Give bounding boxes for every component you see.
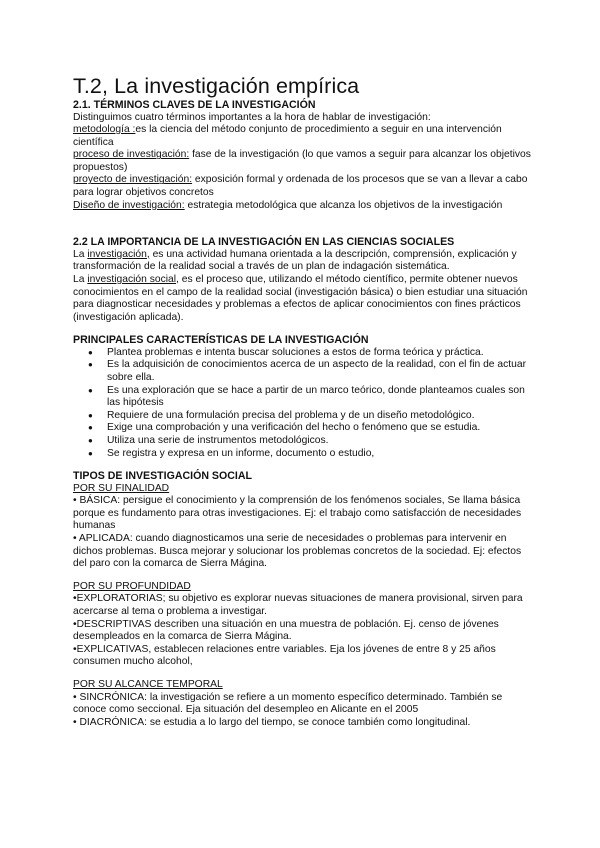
term-label: investigación social (87, 273, 177, 285)
term-definition: fase de la investigación (lo que vamos a seguir para alcanzar los objetivos propuestos) (73, 149, 531, 173)
type-aplicada: • APLICADA: cuando diagnosticamos una serie de necesidades o problemas para intervenir en dichos problemas. Busca mejorar y solucionar los problemas concretos de la sociedad. Ej: efectos del paro con la comarca de Sierra Mágina. (73, 533, 522, 570)
term-diseno (73, 200, 533, 213)
document-page (73, 74, 533, 729)
list-item: ● Se registra y expresa en un informe, documento o estudio, (107, 448, 533, 461)
term-label: proyecto de investigación: (73, 174, 193, 186)
term-proceso (73, 149, 533, 174)
type-sincronica: • SINCRÓNICA: la investigación se refiere a un momento específico determinado. También se conoce como seccional. Eja situación del desempleo en Alicante en el 2005 (73, 691, 503, 716)
paragraph-investigacion-social: La investigación social, es el proceso que, utilizando el método científico, permite obtener nuevos conocimientos en el campo de la realidad social (investigación básica) o bien estudiar una situación para diagnosticar necesidades y problemas a efectos de aplicar conocimientos con fines prácticos (investigación aplicada). (73, 273, 528, 323)
page-title: T.2, La investigación empírica (73, 74, 360, 98)
list-item: ● Utiliza una serie de instrumentos metodológicos. (107, 435, 533, 448)
paragraph-investigacion: La investigación, es una actividad humana orientada a la descripción, comprensión, explicación y transformación de la realidad social a través de un plan de indagación sistemática. (73, 248, 517, 273)
term-proyecto (73, 174, 533, 199)
subheading-finalidad: POR SU FINALIDAD (73, 482, 170, 494)
term-definition: exposición formal y ordenada de los procesos que se van a llevar a cabo para lograr objetivos concretos (73, 174, 528, 199)
list-item: ● Es una exploración que se hace a partir de un marco teórico, donde planteamos cuales son las hipótesis (107, 385, 533, 410)
characteristics-list (73, 347, 533, 460)
list-item: ● Es la adquisición de conocimientos acerca de un aspecto de la realidad, con el fin de actuar sobre ella. (107, 359, 533, 384)
term-label: proceso de investigación: (73, 149, 190, 161)
term-definition: es la ciencia del método conjunto de procedimiento a seguir en una intervención científica (73, 124, 502, 148)
list-item: ● Plantea problemas e intenta buscar soluciones a estos de forma teórica y práctica. (107, 347, 533, 360)
list-item: ● Exige una comprobación y una verificación del hecho o fenómeno que se estudia. (107, 422, 533, 435)
type-descriptivas: •DESCRIPTIVAS describen una situación en una muestra de población. Ej. censo de jóvenes desempleados en la comarca de Sierra Mágina. (73, 618, 499, 643)
section-heading-importancia: 2.2 LA IMPORTANCIA DE LA INVESTIGACIÓN EN LAS CIENCIAS SOCIALES (73, 236, 455, 249)
subheading-profundidad: POR SU PROFUNDIDAD (73, 580, 191, 592)
type-exploratorias: •EXPLORATORIAS; su objetivo es explorar nuevas situaciones de manera provisional, sirven para acercarse al tema o problema a investigar. (73, 593, 523, 617)
term-metodologia (73, 124, 533, 149)
subheading-alcance-temporal: POR SU ALCANCE TEMPORAL (73, 678, 223, 690)
section-heading-caracteristicas: PRINCIPALES CARACTERÍSTICAS DE LA INVESTIGACIÓN (73, 334, 369, 347)
term-label: metodología : (73, 124, 136, 136)
section-intro: Distinguimos cuatro términos importantes a la hora de hablar de investigación: (73, 111, 431, 123)
type-explicativas: •EXPLICATIVAS, establecen relaciones entre variables. Eja los jóvenes de entre 8 y 25 años consumen mucho alcohol, (73, 643, 496, 668)
type-basica: • BÁSICA: persigue el conocimiento y la comprensión de los fenómenos sociales, Se llama básica porque es fundamento para otras investigaciones. Ej: el trabajo como satisfacción de necesidades humanas (73, 495, 522, 532)
type-diacronica: • DIACRÓNICA: se estudia a lo largo del tiempo, se conoce también como longitudinal. (73, 716, 471, 728)
section-heading-terminos: 2.1. TÉRMINOS CLAVES DE LA INVESTIGACIÓN (73, 99, 316, 111)
list-item: ● Requiere de una formulación precisa del problema y de un diseño metodológico. (107, 410, 533, 423)
term-definition: estrategia metodológica que alcanza los objetivos de la investigación (184, 199, 503, 211)
term-label: investigación, (87, 248, 150, 260)
section-heading-tipos: TIPOS DE INVESTIGACIÓN SOCIAL (73, 470, 252, 483)
term-label: Diseño de investigación: (73, 199, 185, 211)
